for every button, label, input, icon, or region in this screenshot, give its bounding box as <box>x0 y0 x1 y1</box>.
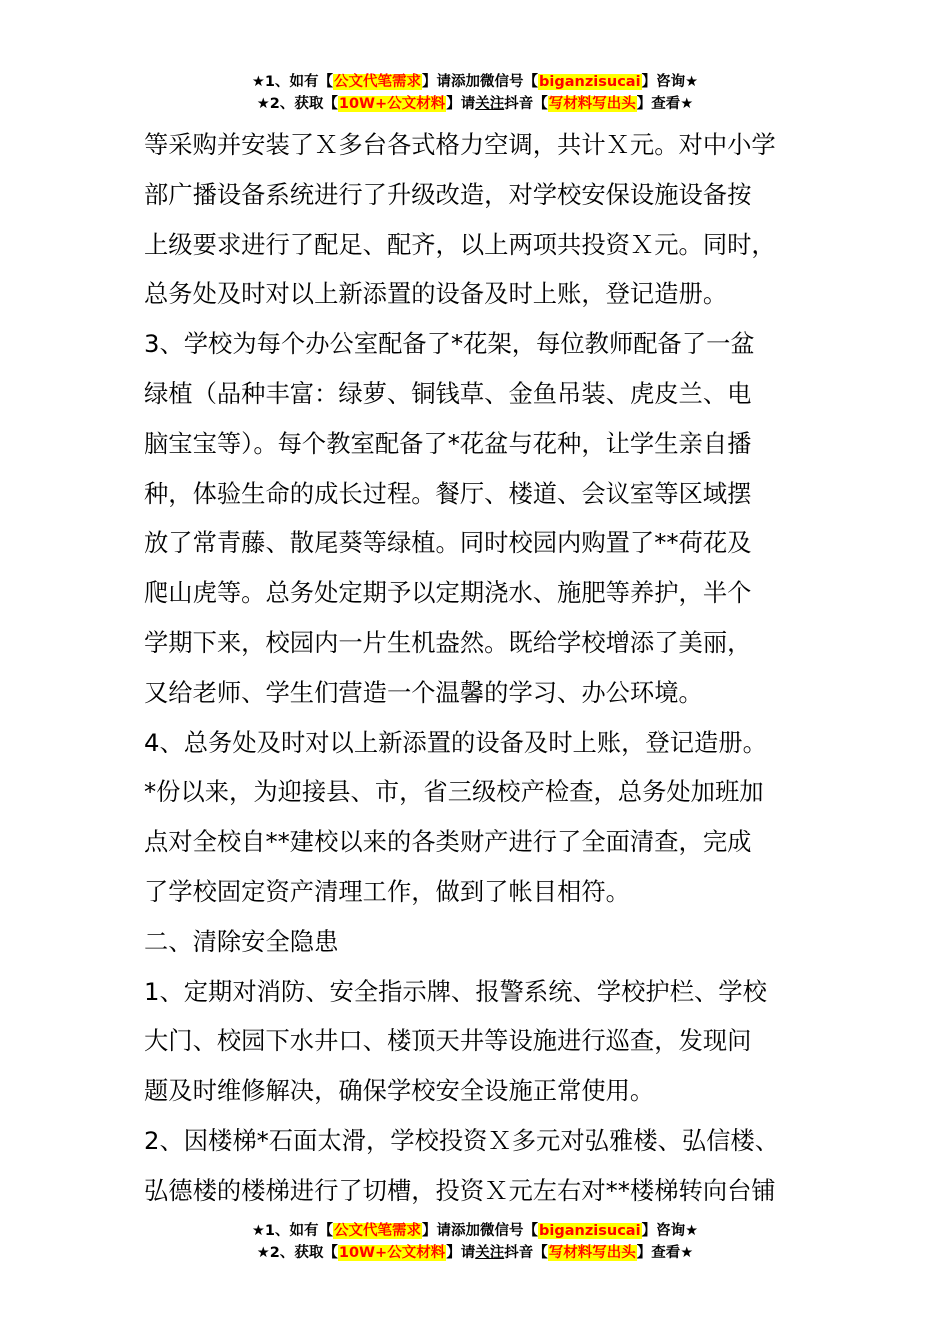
douyin-account-highlight: 写材料写出头 <box>548 1245 636 1261</box>
body-line: 脑宝宝等）。每个教室配备了*花盆与花种，让学生亲自播 <box>144 428 752 458</box>
bottom-banner <box>0 1220 950 1264</box>
body-line: 大门、校园下水井口、楼顶天井等设施进行巡查，发现问 <box>144 1026 752 1056</box>
banner-text: ★1、如有【 <box>251 1223 334 1239</box>
body-line: 部广播设备系统进行了升级改造，对学校安保设施设备按 <box>144 179 752 209</box>
top-banner <box>0 71 950 115</box>
banner-line-1 <box>0 71 950 93</box>
banner-line-1 <box>0 1220 950 1242</box>
body-line: *份以来，为迎接县、市，省三级校产检查，总务处加班加 <box>144 777 764 807</box>
banner-underlined-text: 关注 <box>475 1245 505 1261</box>
body-line: 点对全校自**建校以来的各类财产进行了全面清查，完成 <box>144 827 752 857</box>
banner-text: 抖音【 <box>504 1245 548 1261</box>
banner-text: ★2、获取【 <box>256 1245 338 1261</box>
body-line: 了学校固定资产清理工作，做到了帐目相符。 <box>144 876 630 906</box>
body-line: 学期下来，校园内一片生机盎然。既给学校增添了美丽， <box>144 627 752 657</box>
body-line: 又给老师、学生们营造一个温馨的学习、办公环境。 <box>144 677 703 707</box>
wechat-id-highlight: biganzisucai <box>539 1223 641 1239</box>
banner-text: 】查看★ <box>636 96 694 112</box>
banner-text: ★1、如有【 <box>251 74 334 90</box>
banner-text: 】请添加微信号【 <box>422 74 539 90</box>
banner-text: 】请 <box>446 1245 476 1261</box>
banner-text: 】请添加微信号【 <box>422 1223 539 1239</box>
banner-line-2 <box>0 1242 950 1264</box>
banner-highlight: 公文代笔需求 <box>334 74 422 90</box>
body-line: 4、总务处及时对以上新添置的设备及时上账，登记造册。 <box>144 727 767 757</box>
body-line: 3、学校为每个办公室配备了*花架，每位教师配备了一盆 <box>144 329 755 359</box>
banner-text: 】请 <box>446 96 476 112</box>
banner-line-2 <box>0 93 950 115</box>
body-line: 总务处及时对以上新添置的设备及时上账，登记造册。 <box>144 279 728 309</box>
body-line: 等采购并安装了Ｘ多台各式格力空调，共计Ｘ元。对中小学 <box>144 130 776 159</box>
banner-text: 】咨询★ <box>641 1223 699 1239</box>
banner-text: 】咨询★ <box>641 74 699 90</box>
wechat-id-highlight: biganzisucai <box>539 74 641 90</box>
body-line: 1、定期对消防、安全指示牌、报警系统、学校护栏、学校 <box>144 976 767 1006</box>
body-line: 上级要求进行了配足、配齐，以上两项共投资Ｘ元。同时， <box>144 229 776 259</box>
document-body <box>144 120 814 1216</box>
section-heading: 二、清除安全隐患 <box>144 926 339 956</box>
banner-text: 抖音【 <box>504 96 548 112</box>
banner-highlight: 10W+公文材料 <box>338 1245 446 1261</box>
body-line: 弘德楼的楼梯进行了切槽，投资Ｘ元左右对**楼梯转向台铺 <box>144 1175 776 1205</box>
douyin-account-highlight: 写材料写出头 <box>548 96 636 112</box>
body-line: 2、因楼梯*石面太滑，学校投资Ｘ多元对弘雅楼、弘信楼、 <box>144 1125 780 1155</box>
body-line: 种，体验生命的成长过程。餐厅、楼道、会议室等区域摆 <box>144 478 752 508</box>
body-line: 题及时维修解决，确保学校安全设施正常使用。 <box>144 1076 655 1106</box>
banner-text: ★2、获取【 <box>256 96 338 112</box>
banner-highlight: 10W+公文材料 <box>338 96 446 112</box>
body-line: 绿植（品种丰富：绿萝、铜钱草、金鱼吊装、虎皮兰、电 <box>144 378 752 408</box>
banner-highlight: 公文代笔需求 <box>334 1223 422 1239</box>
body-line: 爬山虎等。总务处定期予以定期浇水、施肥等养护，半个 <box>144 578 752 608</box>
banner-underlined-text: 关注 <box>475 96 505 112</box>
body-line: 放了常青藤、散尾葵等绿植。同时校园内购置了**荷花及 <box>144 528 752 558</box>
banner-text: 】查看★ <box>636 1245 694 1261</box>
